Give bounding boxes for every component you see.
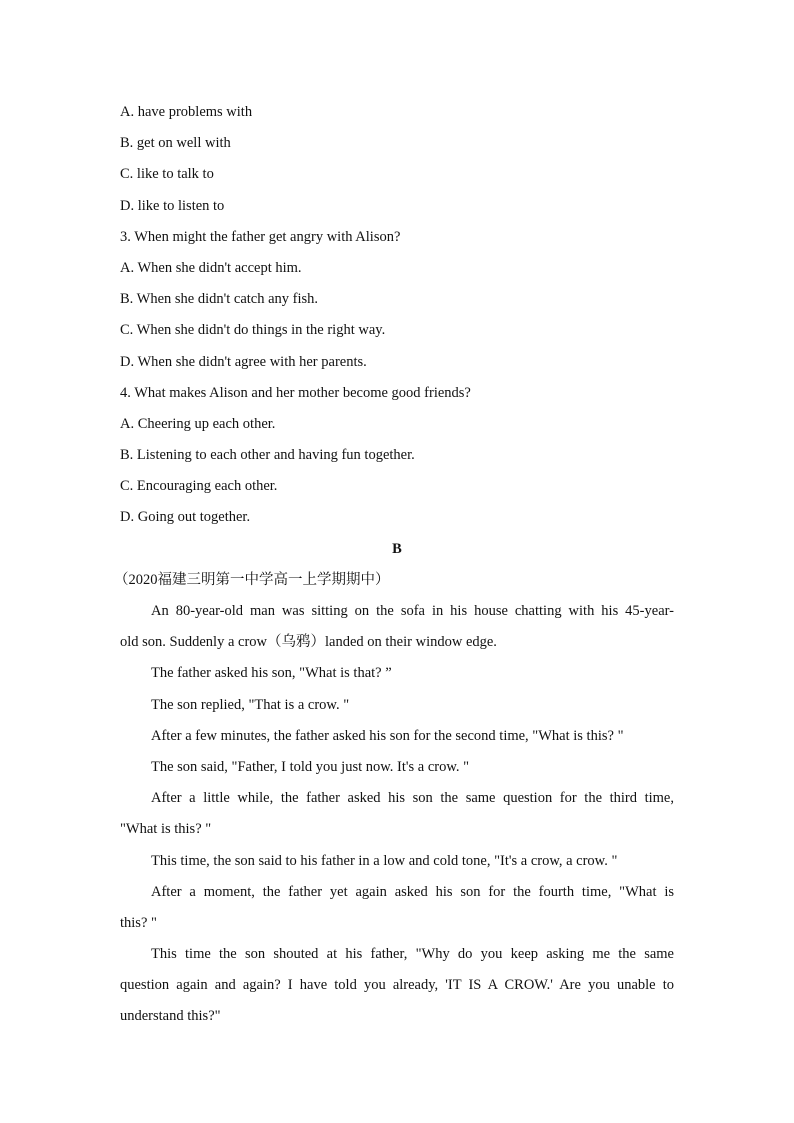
q4-question: 4. What makes Alison and her mother become good friends? — [120, 384, 471, 401]
passage-line: After a moment, the father yet again asked his son for the fourth time, "What is — [151, 883, 674, 900]
passage-line: After a few minutes, the father asked his son for the second time, "What is this? " — [151, 727, 624, 744]
passage-line: this? " — [120, 914, 157, 931]
q4-option-d: D. Going out together. — [120, 509, 251, 526]
q3-option-b: B. When she didn't catch any fish. — [120, 291, 319, 308]
passage-line: This time, the son said to his father in a low and cold tone, "It's a crow, a crow. " — [151, 852, 618, 869]
q2-option-d: D. like to listen to — [120, 197, 225, 214]
q2-option-b: B. get on well with — [120, 135, 231, 152]
passage-line: question again and again? I have told you already, 'IT IS A CROW.' Are you unable to — [120, 977, 674, 994]
passage-line: The son said, "Father, I told you just now. It's a crow. " — [151, 758, 470, 775]
passage-line: After a little while, the father asked his son the same question for the third time, — [151, 790, 674, 807]
document-content — [114, 101, 674, 1037]
q3-option-a: A. When she didn't accept him. — [120, 259, 302, 276]
q4-option-a: A. Cheering up each other. — [120, 415, 276, 432]
section-title: B — [392, 540, 402, 557]
passage-line: This time the son shouted at his father, "Why do you keep asking me the same — [151, 946, 674, 963]
q4-option-b: B. Listening to each other and having fun together. — [120, 447, 415, 464]
q3-option-c: C. When she didn't do things in the right way. — [120, 322, 386, 339]
q3-question: 3. When might the father get angry with Alison? — [120, 228, 401, 245]
section-source: （2020福建三明第一中学高一上学期期中） — [114, 571, 390, 588]
q2-option-c: C. like to talk to — [120, 166, 214, 183]
q2-option-a: A. have problems with — [120, 104, 253, 120]
passage-line: understand this?" — [120, 1008, 221, 1025]
passage-line: "What is this? " — [120, 821, 212, 838]
passage-line: old son. Suddenly a crow（乌鸦）landed on their window edge. — [120, 634, 497, 651]
q4-option-c: C. Encouraging each other. — [120, 478, 278, 495]
passage-line: The father asked his son, "What is that? ” — [151, 665, 392, 682]
passage-line: An 80-year-old man was sitting on the sofa in his house chatting with his 45-year- — [151, 603, 674, 619]
q3-option-d: D. When she didn't agree with her parents. — [120, 353, 367, 370]
passage-line: The son replied, "That is a crow. " — [151, 696, 350, 713]
